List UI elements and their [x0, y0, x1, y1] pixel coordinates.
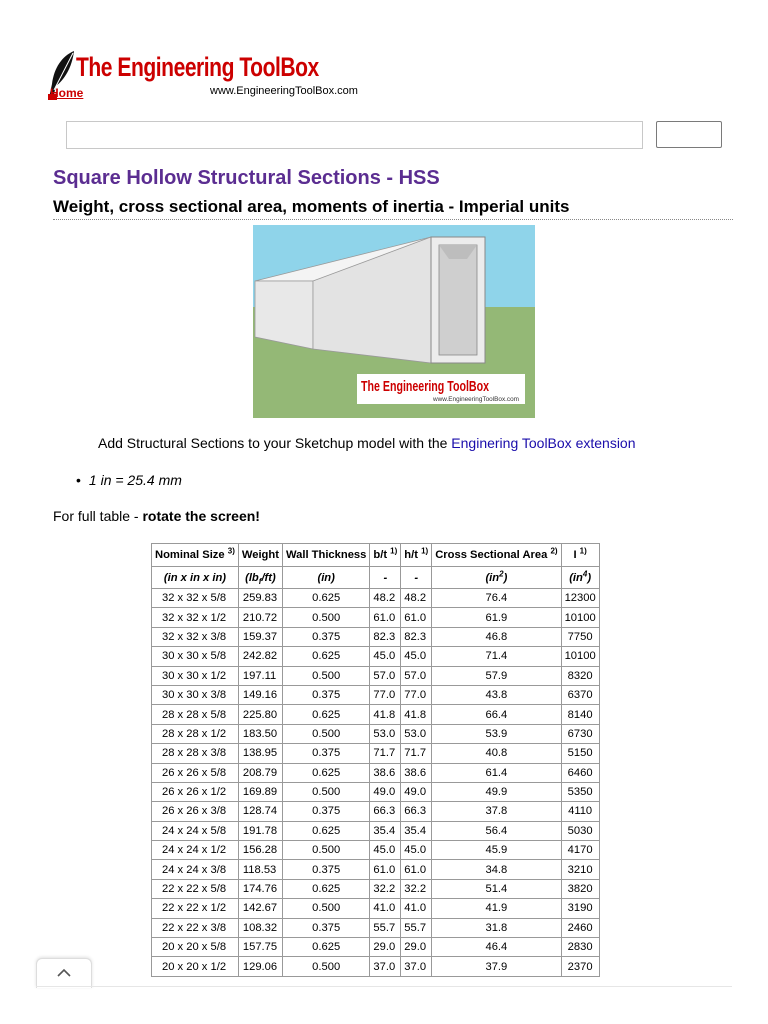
- unit-label: (lb: [245, 571, 259, 584]
- table-cell: 56.4: [432, 821, 561, 840]
- table-cell: 3820: [561, 879, 599, 898]
- table-cell: 20 x 20 x 1/2: [152, 957, 239, 976]
- table-cell: 3190: [561, 899, 599, 918]
- table-row: [152, 879, 600, 898]
- table-row: [152, 608, 600, 627]
- table-cell: 43.8: [432, 685, 561, 704]
- table-row: [152, 666, 600, 685]
- table-cell: 24 x 24 x 3/8: [152, 860, 239, 879]
- table-cell: 0.625: [282, 938, 369, 957]
- table-cell: 10100: [561, 608, 599, 627]
- table-cell: 37.8: [432, 802, 561, 821]
- table-cell: 30 x 30 x 3/8: [152, 685, 239, 704]
- unit-label: -: [414, 571, 419, 584]
- table-cell: 6730: [561, 724, 599, 743]
- table-cell: 5150: [561, 744, 599, 763]
- table-cell: 0.500: [282, 666, 369, 685]
- page-subtitle: Weight, cross sectional area, moments of inertia - Imperial units: [53, 197, 733, 220]
- table-cell: 0.625: [282, 705, 369, 724]
- table-cell: 49.0: [401, 782, 432, 801]
- table-cell: 156.28: [238, 841, 282, 860]
- table-cell: 5350: [561, 782, 599, 801]
- intro-text: [98, 435, 636, 451]
- table-cell: 149.16: [238, 685, 282, 704]
- table-cell: 66.3: [401, 802, 432, 821]
- table-cell: 26 x 26 x 5/8: [152, 763, 239, 782]
- table-cell: 35.4: [401, 821, 432, 840]
- table-cell: 0.375: [282, 918, 369, 937]
- table-cell: 0.500: [282, 608, 369, 627]
- table-cell: 32 x 32 x 1/2: [152, 608, 239, 627]
- unit-superscript: 4: [582, 568, 588, 578]
- table-cell: 0.375: [282, 685, 369, 704]
- table-cell: 6460: [561, 763, 599, 782]
- table-cell: 40.8: [432, 744, 561, 763]
- table-cell: 0.625: [282, 589, 369, 608]
- table-cell: 35.4: [370, 821, 401, 840]
- unit-superscript: 2: [499, 568, 504, 578]
- table-cell: 129.06: [238, 957, 282, 976]
- table-cell: 82.3: [401, 627, 432, 646]
- footnote-ref: 1): [390, 546, 398, 556]
- table-cell: 26 x 26 x 1/2: [152, 782, 239, 801]
- column-header: [282, 544, 369, 567]
- table-cell: 0.625: [282, 647, 369, 666]
- logo-url: www.EngineeringToolBox.com: [210, 85, 358, 97]
- table-cell: 174.76: [238, 879, 282, 898]
- table-cell: 46.8: [432, 627, 561, 646]
- table-cell: 4170: [561, 841, 599, 860]
- table-row: [152, 821, 600, 840]
- table-cell: 41.8: [401, 705, 432, 724]
- table-cell: 82.3: [370, 627, 401, 646]
- footnote-ref: 2): [550, 546, 558, 556]
- column-header-label: b/t: [373, 549, 391, 561]
- table-row: [152, 724, 600, 743]
- table-cell: 225.80: [238, 705, 282, 724]
- table-cell: 3210: [561, 860, 599, 879]
- column-header-label: h/t: [404, 549, 422, 561]
- table-row: [152, 589, 600, 608]
- table-cell: 0.625: [282, 763, 369, 782]
- table-cell: 138.95: [238, 744, 282, 763]
- table-cell: 30 x 30 x 1/2: [152, 666, 239, 685]
- table-row: [152, 899, 600, 918]
- table-cell: 6370: [561, 685, 599, 704]
- table-cell: 41.8: [370, 705, 401, 724]
- column-header-label: I: [573, 549, 580, 561]
- unit-header: [370, 567, 401, 589]
- table-cell: 0.375: [282, 802, 369, 821]
- column-header: [370, 544, 401, 567]
- hss-table: [151, 543, 600, 977]
- table-row: [152, 685, 600, 704]
- table-cell: 71.4: [432, 647, 561, 666]
- hero-logo-url: www.EngineeringToolBox.com: [431, 397, 519, 403]
- table-cell: 41.0: [370, 899, 401, 918]
- unit-header: [561, 567, 599, 589]
- table-cell: 22 x 22 x 3/8: [152, 918, 239, 937]
- table-cell: 4110: [561, 802, 599, 821]
- table-cell: 0.500: [282, 841, 369, 860]
- table-cell: 0.375: [282, 627, 369, 646]
- intro-text-body: Add Structural Sections to your Sketchup model with the: [98, 435, 452, 451]
- table-cell: 61.0: [401, 608, 432, 627]
- table-cell: 45.0: [370, 841, 401, 860]
- table-cell: 2830: [561, 938, 599, 957]
- table-row: [152, 938, 600, 957]
- chevron-up-icon: [57, 968, 71, 977]
- table-cell: 197.11: [238, 666, 282, 685]
- table-cell: 29.0: [401, 938, 432, 957]
- page-title: Square Hollow Structural Sections - HSS: [53, 167, 440, 189]
- table-cell: 28 x 28 x 5/8: [152, 705, 239, 724]
- table-cell: 22 x 22 x 1/2: [152, 899, 239, 918]
- table-cell: 57.0: [401, 666, 432, 685]
- table-cell: 32.2: [401, 879, 432, 898]
- table-cell: 0.375: [282, 744, 369, 763]
- table-cell: 37.9: [432, 957, 561, 976]
- table-cell: 48.2: [401, 589, 432, 608]
- column-header: [561, 544, 599, 567]
- search-button[interactable]: [656, 121, 722, 148]
- unit-label: (in: [485, 571, 500, 584]
- table-cell: 57.9: [432, 666, 561, 685]
- table-cell: 22 x 22 x 5/8: [152, 879, 239, 898]
- column-header: [152, 544, 239, 567]
- table-cell: 242.82: [238, 647, 282, 666]
- table-cell: 0.500: [282, 724, 369, 743]
- table-row: [152, 763, 600, 782]
- rotate-note-prefix: For full table -: [53, 508, 143, 524]
- table-cell: 66.4: [432, 705, 561, 724]
- table-cell: 191.78: [238, 821, 282, 840]
- unit-header: [238, 567, 282, 589]
- table-cell: 2370: [561, 957, 599, 976]
- column-header-label: Nominal Size: [155, 549, 228, 561]
- table-cell: 8320: [561, 666, 599, 685]
- column-header-label: Weight: [241, 549, 279, 561]
- unit-label: ): [503, 571, 508, 584]
- table-cell: 32 x 32 x 5/8: [152, 589, 239, 608]
- table-cell: 49.9: [432, 782, 561, 801]
- table-cell: 32 x 32 x 3/8: [152, 627, 239, 646]
- table-cell: 2460: [561, 918, 599, 937]
- table-cell: 71.7: [401, 744, 432, 763]
- footnote-ref: 3): [227, 546, 235, 556]
- table-cell: 128.74: [238, 802, 282, 821]
- unit-label: (in x in x in): [163, 571, 227, 584]
- column-header: [432, 544, 561, 567]
- table-cell: 28 x 28 x 3/8: [152, 744, 239, 763]
- table-cell: 45.0: [370, 647, 401, 666]
- table-row: [152, 802, 600, 821]
- table-cell: 38.6: [370, 763, 401, 782]
- unit-header: [432, 567, 561, 589]
- table-cell: 29.0: [370, 938, 401, 957]
- table-cell: 0.500: [282, 957, 369, 976]
- table-cell: 61.0: [370, 860, 401, 879]
- table-cell: 10100: [561, 647, 599, 666]
- table-cell: 159.37: [238, 627, 282, 646]
- table-cell: 0.375: [282, 860, 369, 879]
- notes-list: [76, 472, 182, 488]
- table-row: [152, 957, 600, 976]
- table-row: [152, 705, 600, 724]
- table-cell: 45.0: [401, 841, 432, 860]
- table-cell: 53.9: [432, 724, 561, 743]
- footnote-ref: 1): [579, 546, 587, 556]
- rotate-note-bold: rotate the screen!: [142, 508, 260, 524]
- table-cell: 77.0: [370, 685, 401, 704]
- column-header-label: Wall Thickness: [285, 549, 367, 561]
- table-cell: 142.67: [238, 899, 282, 918]
- list-item: • 1 in = 25.4 mm: [76, 472, 182, 488]
- hero-logo-title: The Engineering ToolBox: [361, 378, 490, 395]
- table-cell: 30 x 30 x 5/8: [152, 647, 239, 666]
- table-body: [152, 589, 600, 977]
- table-cell: 45.9: [432, 841, 561, 860]
- table-cell: 259.83: [238, 589, 282, 608]
- table-cell: 76.4: [432, 589, 561, 608]
- unit-header: [152, 567, 239, 589]
- unit-label: (in): [317, 571, 335, 584]
- table-cell: 38.6: [401, 763, 432, 782]
- table-cell: 53.0: [370, 724, 401, 743]
- table-units-row: [152, 567, 600, 589]
- search-input[interactable]: [66, 121, 643, 149]
- table-cell: 61.0: [401, 860, 432, 879]
- table-cell: 20 x 20 x 5/8: [152, 938, 239, 957]
- table-row: [152, 841, 600, 860]
- table-row: [152, 782, 600, 801]
- table-cell: 24 x 24 x 1/2: [152, 841, 239, 860]
- unit-label: ): [587, 571, 592, 584]
- table-cell: 49.0: [370, 782, 401, 801]
- table-cell: 55.7: [370, 918, 401, 937]
- unit-label: (in: [569, 571, 583, 584]
- table-cell: 8140: [561, 705, 599, 724]
- table-cell: 61.9: [432, 608, 561, 627]
- table-cell: 45.0: [401, 647, 432, 666]
- table-cell: 48.2: [370, 589, 401, 608]
- hss-illustration: [253, 225, 535, 418]
- table-cell: 157.75: [238, 938, 282, 957]
- site-logo[interactable]: [46, 50, 386, 102]
- column-header: [238, 544, 282, 567]
- table-cell: 183.50: [238, 724, 282, 743]
- table-cell: 53.0: [401, 724, 432, 743]
- table-cell: 41.0: [401, 899, 432, 918]
- table-cell: 71.7: [370, 744, 401, 763]
- column-header-label: Cross Sectional Area: [435, 549, 551, 561]
- table-cell: 66.3: [370, 802, 401, 821]
- table-cell: 26 x 26 x 3/8: [152, 802, 239, 821]
- column-header: [401, 544, 432, 567]
- rotate-note: [53, 508, 260, 524]
- table-cell: 32.2: [370, 879, 401, 898]
- table-cell: 210.72: [238, 608, 282, 627]
- table-cell: 61.0: [370, 608, 401, 627]
- table-row: [152, 918, 600, 937]
- table-cell: 0.625: [282, 879, 369, 898]
- table-cell: 0.500: [282, 782, 369, 801]
- table-cell: 37.0: [370, 957, 401, 976]
- table-cell: 34.8: [432, 860, 561, 879]
- table-cell: 46.4: [432, 938, 561, 957]
- unit-header: [401, 567, 432, 589]
- unit-label: -: [383, 571, 388, 584]
- sketchup-extension-link[interactable]: Enginering ToolBox extension: [451, 435, 636, 451]
- table-cell: 108.32: [238, 918, 282, 937]
- logo-title: The Engineering ToolBox: [76, 52, 319, 82]
- table-cell: 24 x 24 x 5/8: [152, 821, 239, 840]
- table-row: [152, 647, 600, 666]
- table-cell: 0.500: [282, 899, 369, 918]
- table-cell: 41.9: [432, 899, 561, 918]
- table-cell: 31.8: [432, 918, 561, 937]
- unit-label: /ft): [261, 571, 276, 584]
- scroll-to-top-button[interactable]: [36, 958, 92, 988]
- home-link[interactable]: Home: [50, 86, 84, 100]
- table-cell: 0.625: [282, 821, 369, 840]
- table-row: [152, 744, 600, 763]
- table-cell: 55.7: [401, 918, 432, 937]
- footnote-ref: 1): [421, 546, 429, 556]
- table-cell: 169.89: [238, 782, 282, 801]
- table-cell: 7750: [561, 627, 599, 646]
- table-cell: 77.0: [401, 685, 432, 704]
- table-cell: 118.53: [238, 860, 282, 879]
- unit-subscript: f: [258, 576, 262, 586]
- table-cell: 51.4: [432, 879, 561, 898]
- table-row: [152, 860, 600, 879]
- footer-divider: [36, 986, 732, 987]
- table-header-row: [152, 544, 600, 567]
- unit-header: [282, 567, 369, 589]
- table-cell: 28 x 28 x 1/2: [152, 724, 239, 743]
- table-cell: 5030: [561, 821, 599, 840]
- table-row: [152, 627, 600, 646]
- table-cell: 57.0: [370, 666, 401, 685]
- table-cell: 37.0: [401, 957, 432, 976]
- table-cell: 61.4: [432, 763, 561, 782]
- table-cell: 208.79: [238, 763, 282, 782]
- table-cell: 12300: [561, 589, 599, 608]
